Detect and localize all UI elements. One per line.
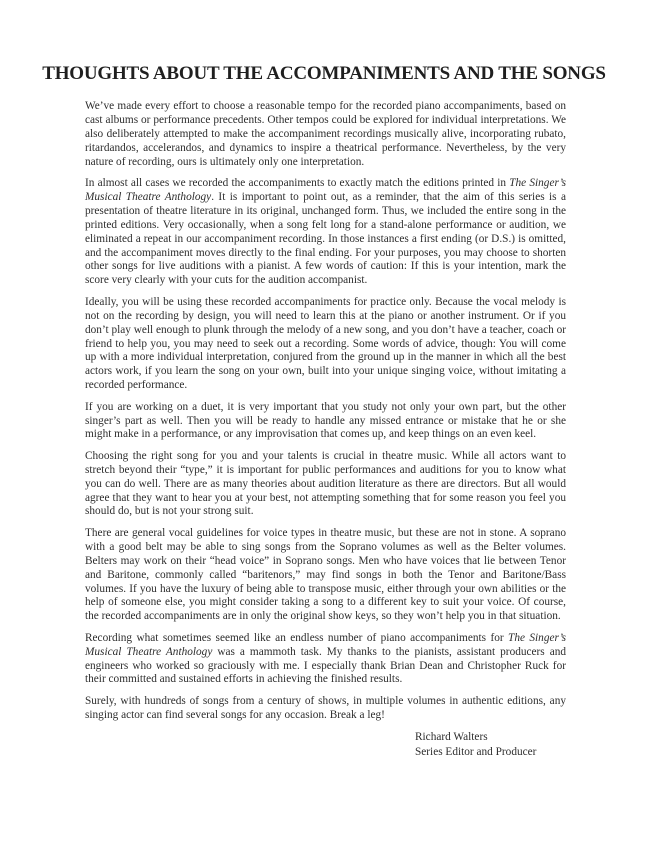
- text-segment: Ideally, you will be using these recorded accompaniments for practice only. Because the vocal melody is not on the recording by design, you will need to learn this at the piano or another instrument. Or if you don’t play well enough to plunk through the melody of a new song, and you don’t have a teacher, coach or friend to help you, you may need to seek out a recording. Some words of advice, though: You will come up with a more individual interpretation, conjured from the ground up in the manner in which all the best actors work, if you learn the song on your own, built into your unique singing voice, without imitating a recorded performance.: [85, 295, 567, 392]
- paragraph: [85, 401, 566, 443]
- text-segment: . It is important to point out, as a reminder, that the aim of this series is a presentation of theatre literature in its original, unchanged form. Thus, we included the entire song in the printed editions. Very occasionally, when a song felt long for a stand-alone performance or audition, we eliminated a repeat in our accompaniment recording. In those instances a first ending (or D.S.) is omitted, and the accompaniment moves directly to the final ending. For your purposes, you may choose to shorten other songs for live auditions with a pianist. A few words of caution: If this is your intention, mark the score very clearly with your cuts for the audition accompanist.: [85, 190, 566, 287]
- book-title-italic: The Singer’s Musical Theatre Anthology: [85, 177, 566, 203]
- paragraph: [85, 296, 566, 393]
- paragraph: [85, 695, 566, 723]
- paragraph: [85, 100, 566, 170]
- paragraph: [85, 450, 566, 520]
- signature-block: [415, 730, 566, 759]
- signature-name: Richard Walters: [415, 731, 488, 744]
- paragraph: [85, 177, 566, 288]
- text-segment: There are general vocal guidelines for voice types in theatre music, but these are not in stone. A soprano with a good belt may be able to sing songs from the Soprano volumes as well as the Belter volumes. Belters may work on their “head voice” in Soprano songs. Men who have voices that lie between Tenor and Baritone, commonly called “baritenors,” may find songs in both the Tenor and Baritone/Bass volumes. If you have the luxury of being able to transpose music, either through your own abilities or the help of someone else, you might consider taking a song to a different key to suit your voice. Of course, the recorded accompaniments are in only the original show keys, so they won’t help you in that situation.: [85, 526, 566, 623]
- text-segment: If you are working on a duet, it is very important that you study not only your own part, but the other singer’s part as well. Then you will be ready to handle any missed entrance or mistake that he or she might make in a performance, or any improvisation that comes up, and keep things on an even keel.: [85, 400, 566, 441]
- paragraph: [85, 527, 566, 624]
- page-title: THOUGHTS ABOUT THE ACCOMPANIMENTS AND THE SONGS: [42, 63, 606, 84]
- text-segment: Choosing the right song for you and your talents is crucial in theatre music. While all actors want to stretch beyond their “type,” it is important for public performances and auditions for you to know what you can do well. There are as many theories about audition literature as there are directors. But all would agree that they want to hear you at your best, not attempting something that for some reason you feel you should do, but is not your strong suit.: [85, 449, 566, 518]
- text-segment: was a mammoth task. My thanks to the pianists, assistant producers and engineers who worked so graciously with me. I especially thank Brian Dean and Christopher Ruck for their committed and sustained efforts in achieving the finished results.: [85, 645, 567, 686]
- text-segment: Surely, with hundreds of songs from a century of shows, in multiple volumes in authentic editions, any singing actor can find several songs for any occasion. Break a leg!: [85, 694, 566, 721]
- text-segment: In almost all cases we recorded the accompaniments to exactly match the editions printed in: [85, 177, 510, 190]
- book-title-italic: The Singer’s Musical Theatre Anthology: [85, 631, 566, 658]
- signature-role: Series Editor and Producer: [415, 745, 537, 758]
- body-column: [85, 100, 566, 759]
- text-segment: Recording what sometimes seemed like an endless number of piano accompaniments for: [85, 631, 509, 644]
- body-paragraphs: [85, 100, 566, 723]
- paragraph: [85, 632, 566, 688]
- text-segment: We’ve made every effort to choose a reasonable tempo for the recorded piano accompaniments, based on cast albums or performance precedents. Other tempos could be explored for individual interpretations. We also deliberately attempted to make the accompaniment recordings musically alive, incorporating rubato, ritardandos, accelerandos, and dynamics to inspire a theatrical performance. Nevertheless, by the very nature of recording, ours is ultimately only one interpretation.: [85, 100, 566, 168]
